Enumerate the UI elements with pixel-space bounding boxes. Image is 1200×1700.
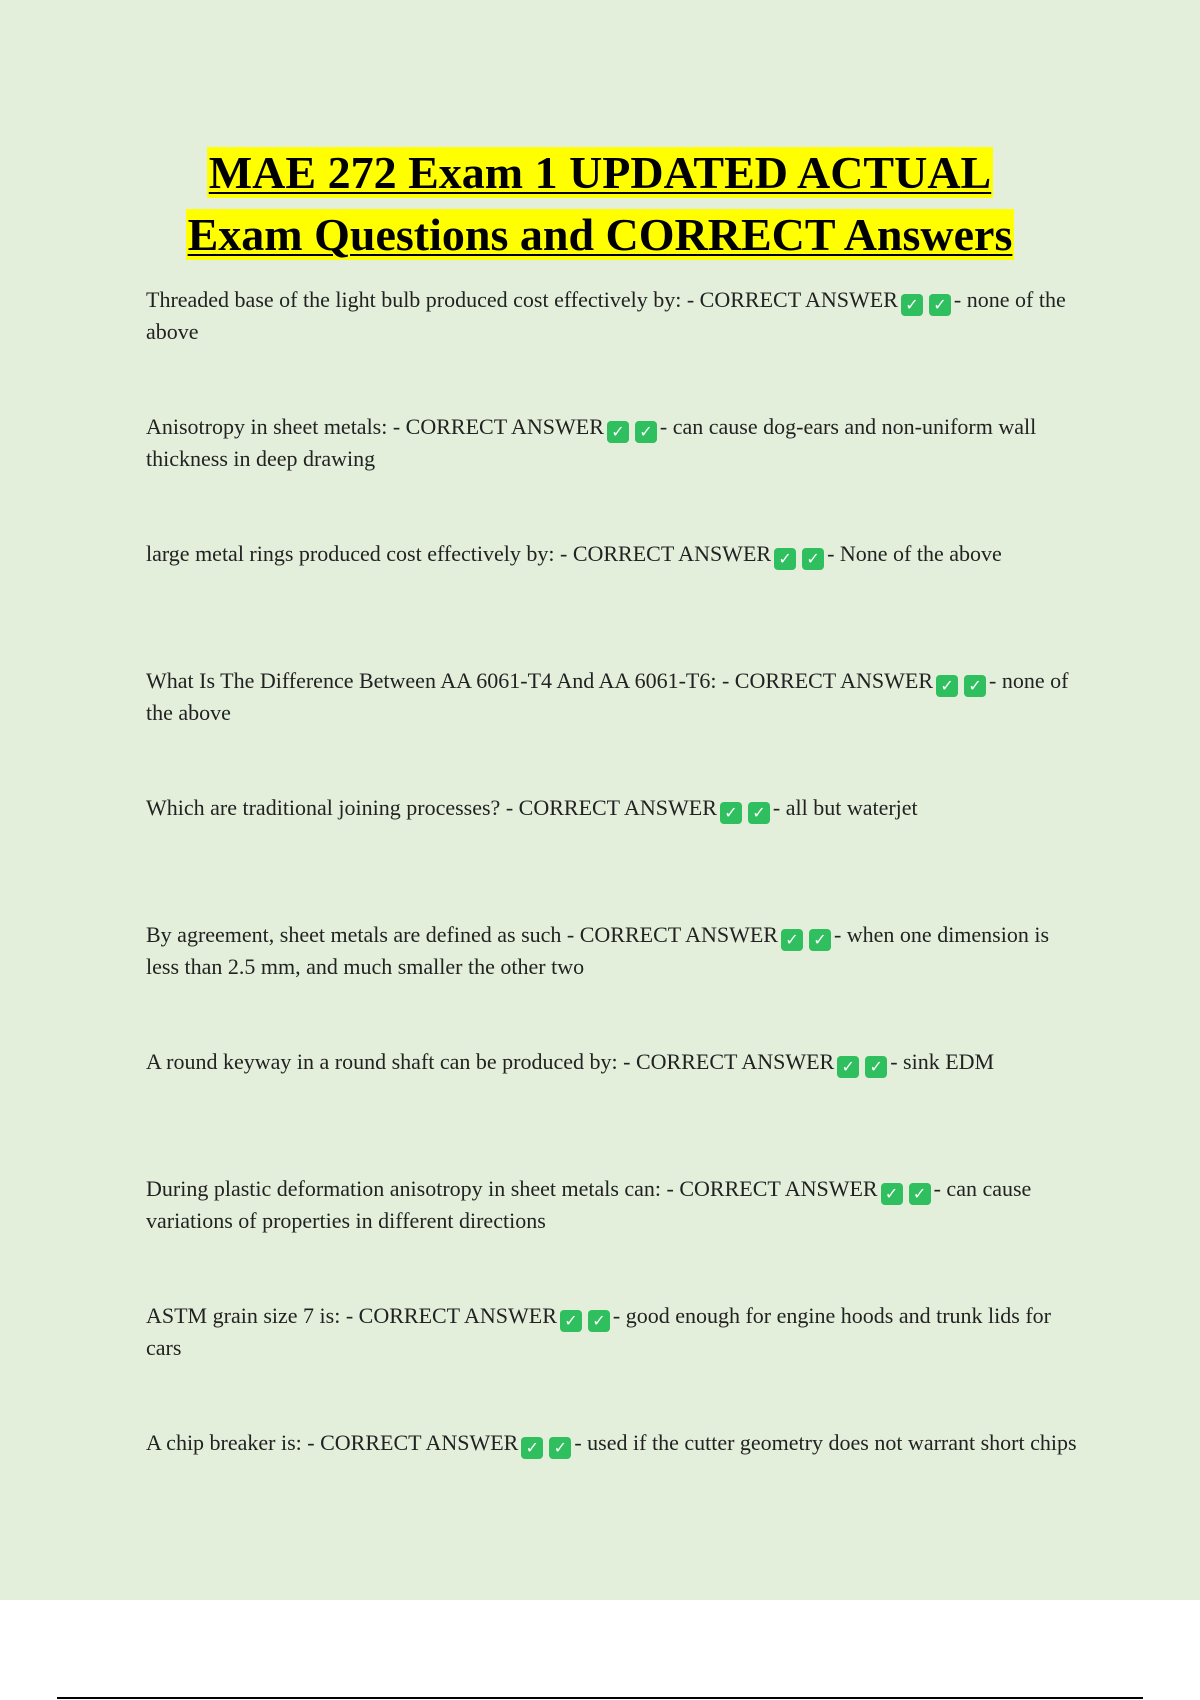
correct-answer-label: - CORRECT ANSWER bbox=[686, 287, 898, 312]
check-mark-icon: ✓ bbox=[521, 1437, 543, 1459]
answer-text: - none of the above bbox=[146, 287, 1066, 344]
qa-item bbox=[146, 1300, 1086, 1427]
question-text: Anisotropy in sheet metals: bbox=[146, 414, 388, 439]
qa-item bbox=[146, 1427, 1086, 1554]
check-mark-icon: ✓ bbox=[588, 1310, 610, 1332]
correct-answer-label: - CORRECT ANSWER bbox=[566, 922, 778, 947]
question-text: A chip breaker is: bbox=[146, 1430, 302, 1455]
qa-item bbox=[146, 919, 1086, 1046]
document-title bbox=[0, 142, 1200, 266]
question-text: By agreement, sheet metals are defined as such bbox=[146, 922, 562, 947]
correct-answer-label: - CORRECT ANSWER bbox=[307, 1430, 519, 1455]
correct-answer-label: - CORRECT ANSWER bbox=[505, 795, 717, 820]
check-mark-icon: ✓ bbox=[901, 294, 923, 316]
check-mark-icon: ✓ bbox=[936, 675, 958, 697]
check-mark-icon: ✓ bbox=[549, 1437, 571, 1459]
qa-item bbox=[146, 1173, 1086, 1300]
answer-text: - can cause dog-ears and non-uniform wall thickness in deep drawing bbox=[146, 414, 1037, 471]
footer-divider bbox=[57, 1697, 1143, 1699]
answer-text: - none of the above bbox=[146, 668, 1069, 725]
question-text: What Is The Difference Between AA 6061-T4 And AA 6061-T6: bbox=[146, 668, 717, 693]
qa-item bbox=[146, 284, 1086, 411]
qa-item bbox=[146, 665, 1086, 792]
check-mark-icon: ✓ bbox=[781, 929, 803, 951]
check-mark-icon: ✓ bbox=[809, 929, 831, 951]
question-text: During plastic deformation anisotropy in sheet metals can: bbox=[146, 1176, 662, 1201]
check-mark-icon: ✓ bbox=[865, 1056, 887, 1078]
title-line-1: MAE 272 Exam 1 UPDATED ACTUAL bbox=[208, 147, 992, 198]
answer-text: - good enough for engine hoods and trunk lids for cars bbox=[146, 1303, 1051, 1360]
correct-answer-label: - CORRECT ANSWER bbox=[623, 1049, 835, 1074]
check-mark-icon: ✓ bbox=[964, 675, 986, 697]
correct-answer-label: - CORRECT ANSWER bbox=[721, 668, 934, 693]
qa-list bbox=[146, 284, 1086, 1554]
check-mark-icon: ✓ bbox=[748, 802, 770, 824]
qa-item bbox=[146, 411, 1086, 538]
correct-answer-label: - CORRECT ANSWER bbox=[666, 1176, 878, 1201]
check-mark-icon: ✓ bbox=[560, 1310, 582, 1332]
correct-answer-label: - CORRECT ANSWER bbox=[392, 414, 604, 439]
check-mark-icon: ✓ bbox=[909, 1183, 931, 1205]
check-mark-icon: ✓ bbox=[929, 294, 951, 316]
answer-text: - sink EDM bbox=[890, 1049, 995, 1074]
correct-answer-label: - CORRECT ANSWER bbox=[345, 1303, 557, 1328]
answer-text: - can cause variations of properties in different directions bbox=[146, 1176, 1032, 1233]
answer-text: - all but waterjet bbox=[772, 795, 918, 820]
answer-text: - when one dimension is less than 2.5 mm, and much smaller the other two bbox=[146, 922, 1050, 979]
check-mark-icon: ✓ bbox=[881, 1183, 903, 1205]
check-mark-icon: ✓ bbox=[837, 1056, 859, 1078]
qa-item bbox=[146, 538, 1086, 665]
check-mark-icon: ✓ bbox=[607, 421, 629, 443]
check-mark-icon: ✓ bbox=[774, 548, 796, 570]
answer-text: - None of the above bbox=[827, 541, 1002, 566]
check-mark-icon: ✓ bbox=[720, 802, 742, 824]
question-text: Threaded base of the light bulb produced cost effectively by: bbox=[146, 287, 682, 312]
question-text: large metal rings produced cost effectively by: bbox=[146, 541, 555, 566]
qa-item bbox=[146, 792, 1086, 919]
question-text: ASTM grain size 7 is: bbox=[146, 1303, 341, 1328]
check-mark-icon: ✓ bbox=[802, 548, 824, 570]
qa-item bbox=[146, 1046, 1086, 1173]
check-mark-icon: ✓ bbox=[635, 421, 657, 443]
question-text: A round keyway in a round shaft can be produced by: bbox=[146, 1049, 618, 1074]
title-line-2: Exam Questions and CORRECT Answers bbox=[187, 209, 1013, 260]
correct-answer-label: - CORRECT ANSWER bbox=[560, 541, 772, 566]
question-text: Which are traditional joining processes? bbox=[146, 795, 501, 820]
answer-text: - used if the cutter geometry does not warrant short chips bbox=[574, 1430, 1077, 1455]
